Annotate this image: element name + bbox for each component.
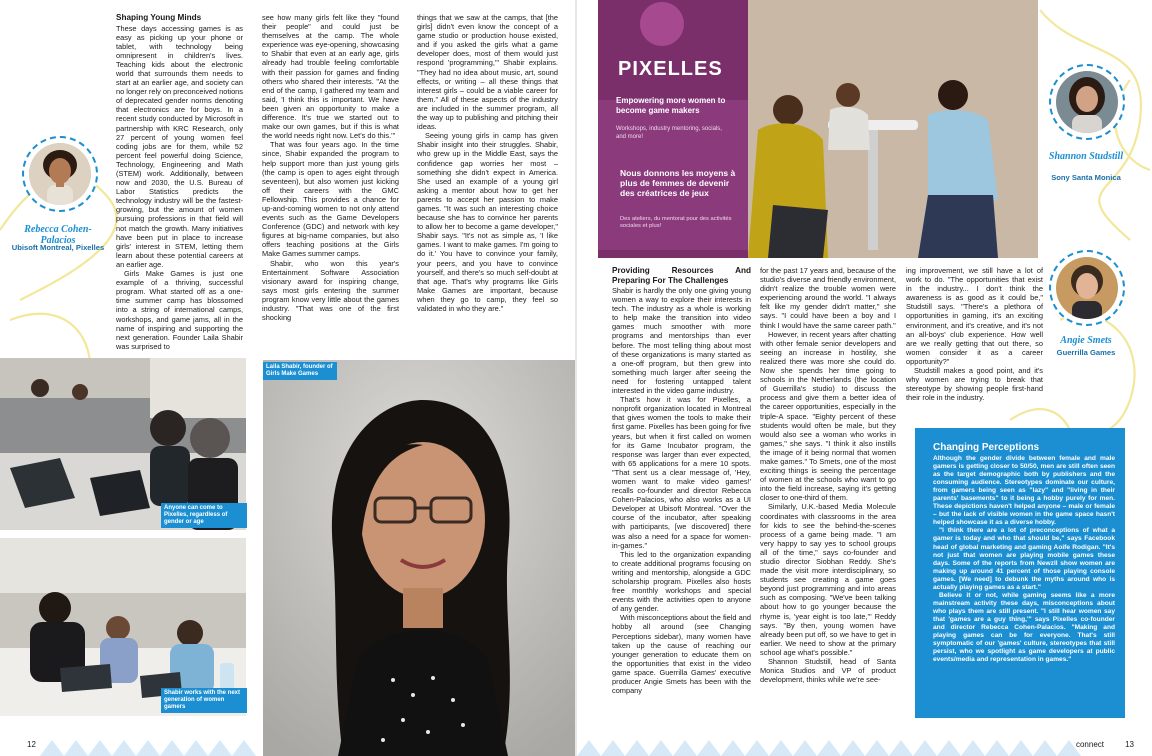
page-number-left: 12 [27, 740, 36, 749]
page-gutter [575, 0, 577, 756]
magazine-name-footer: connect [1075, 740, 1104, 749]
changing-perceptions-sidebar [915, 428, 1125, 718]
shannon-org: Sony Santa Monica [1051, 173, 1121, 182]
paragraph: see how many girls felt like they "found their people" and could just be themselves at the camp. The whole experience was eye-opening, showcasing to Shabir that even at an early age, girls already had trouble feeling comfortable with their passion for games and finding others who shared their interests. "At the end of the camp, I gathered my team and said, 'I think this is important. We have been given an opportunity to make a difference. It's true we started out to make our own games, but if this is what the world needs right now. Let's do this.'" [262, 13, 399, 141]
sidebar-title: Changing Perceptions [933, 442, 1040, 453]
paragraph: With misconceptions about the field and hobby all around (see Changing Perceptions sidebar), many women have taken up the cause of reaching our younger generation to educate them on the opportunities that exist in the video game space. Guerrilla Games' executive producer Angie Smets has been with the company [612, 613, 751, 696]
angie-face-illustration [1056, 257, 1118, 319]
photo1-caption: Anyone can come to Pixelles, regardless of gender or age [161, 503, 247, 528]
footer-zigzag-decoration [0, 730, 263, 756]
paragraph: Shabir, who won this year's Entertainment Software Association visionary award for inspiring change, says most girls entering the summer program know very little about the games industry. "That was one of the first shocking [262, 258, 399, 323]
right-column-3 [906, 266, 1043, 402]
footer-zigzag-decoration-right [577, 730, 1152, 756]
photo2-caption: Shabir works with the next generation of women gamers [161, 688, 247, 713]
paragraph: That's how it was for Pixelles, a nonprofit organization located in Montreal that gives women the tools to make their first game. Pixelles has been going for five years, but when it first called on women for its Game Incubator program, the response was larger than ever expected, with 65 applications for a mere 10 spots. "That sent us a clear message of, 'Hey, women want to make video games!' recalls co-founder and director Rebecca Cohen-Palacios, who also works as a UI Developer at Ubisoft Montreal. "Over the course of the incubator, after speaking with participants, [we discovered] there was also a need for a space for women-in-games." [612, 395, 751, 550]
angie-org: Guerrilla Games [1056, 348, 1116, 357]
paragraph: Studstill makes a good point, and it's why women are trying to break that stereotype by showing people first-hand their role in the industry. [906, 366, 1043, 403]
rebecca-face-illustration [29, 143, 91, 205]
paragraph: Shannon Studstill, head of Santa Monica Studios and VP of product development, thinks while we're see- [760, 657, 896, 685]
paragraph: Seeing young girls in camp has given Shabir insight into their struggles. Shabir, who grew up in the Middle East, says the confidence gap worries her most – something she didn't expect in America. She used an example of a young girl asking a mentor about how to get her parents to accept her passion to make games. "It was such an interesting choice because she has to convince her parents to allow her to become a game developer," Shabir says. "It's not as simple as, 'I like games. I want to make games. I'm going to do it.' You have to convince your family, your peers, and you have to convince yourself, and there's so much self-doubt at that age. That's why programs like Girls Make Games are important, because when they go to camp, they feel so validated in who they are." [417, 131, 558, 313]
rebecca-name: Rebecca Cohen-Palacios [24, 224, 92, 246]
laila-portrait-illustration [263, 360, 575, 756]
rebecca-portrait [22, 136, 98, 212]
sidebar-paragraph: "I think there are a lot of preconceptions of what a gamer is today and who that should be," says Facebook head of global marketing and gaming Aoife Rodigan. "It's not just that women are playing mobile games these days. Some of the reports from Newzll show women are making up around 41 percent of those playing console games. [We need] to debunk the myths around who is actually playing games as a start." [933, 527, 1115, 591]
shannon-name: Shannon Studstill [1048, 151, 1124, 162]
rebecca-org: Ubisoft Montreal, Pixelles [11, 243, 105, 252]
pixelles-banner-french-sub: Des ateliers, du mentorat pour des activités sociales et plus! [620, 216, 732, 229]
paragraph: This led to the organization expanding to create additional programs focusing on writing and mentorship, alongside a GDC scholarship program. Pixelles also hosts free monthly workshops and special events with the activities open to anyone of any gender. [612, 549, 751, 614]
sidebar-paragraph: Although the gender divide between female and male gamers is getting closer to 50/50, men are still often seen as the target demographic both by publishers and the consuming audience. Stereotypes dominate our culture, from gamers being seen as "lazy" and "living in their parents' basements" to it being a hobby purely for men. These depictions haven't helped anyone – male or female – but the lack of visible women in the game space hasn't helped showcase it as a diverse hobby. [933, 455, 1115, 527]
paragraph: Girls Make Games is just one example of a thriving, successful program. What started off as a one-time summer camp has blossomed into a string of international camps, workshops, and game jams, all in the name of inspiring and supporting the next generation. Founder Laila Shabir was surprised to [116, 269, 243, 351]
paragraph: Shabir is hardly the only one giving young women a way to explore their interests in tech. The industry as a whole is working to help make the transition into video games much smoother with more programs and mentorships than ever before. The most telling thing about most of these organizations is many started as a one-off program, but then grew into something much larger after seeing the need for fostering untapped talent interested in the video game industry. [612, 286, 751, 396]
page-number-right: 13 [1125, 740, 1134, 749]
left-column-2 [262, 13, 399, 322]
paragraph: things that we saw at the camps, that [the girls] didn't even know the concept of a game studio or production house existed, and if you asked the girls what a game developer does, most of them would just respond 'programming,'" Shabir explains. "They had no idea about music, art, sound effects, or writing – all these things that interest girls – could be a viable career for them." All of these aspects of the industry are included in the summer program, all the way up to publishing and pitching their ideas. [417, 13, 558, 132]
left-column-3 [417, 13, 558, 313]
pixelles-banner-french: Nous donnons les moyens à plus de femmes de devenir des créatrices de jeux [620, 168, 736, 198]
paragraph: for the past 17 years and, because of the studio's diverse and friendly environment, didn't realize the trouble women were experiencing around the world. "I always felt like my gender didn't matter," she says. "I could have been a boy and I think I would have the same career path." [760, 266, 896, 330]
angie-portrait [1049, 250, 1125, 326]
right-column-1 [612, 266, 751, 695]
shannon-portrait [1049, 64, 1125, 140]
paragraph: That was four years ago. In the time since, Shabir expanded the program to help support more than just young girls (the camp is open to ages eight through seventeen), but also women just kicking off their careers with the GMC Fellowship. This provides a chance for up-and-coming women to not only attend events such as the Game Developers Conference (GDC) and network with key figures at big-name companies, but also offers teaching positions at the Girls Make Games summer camps. [262, 140, 399, 259]
sidebar-paragraph: Believe it or not, while gaming seems like a more mainstream activity these days, misconceptions about who plays them are still present. "I still hear women say that 'games are a guy thing,'" says Pixelles co-founder and director Rebecca Cohen-Palacios. "Making and playing games can be for everyone. That's still symptomatic of our 'games' culture, stereotypes that still persist, who we spotlight as game developers at public events/media and representation in games." [933, 591, 1115, 664]
shannon-face-illustration [1056, 71, 1118, 133]
laila-caption: Laila Shabir, founder of Girls Make Games [263, 362, 337, 380]
paragraph: Similarly, U.K.-based Media Molecule coordinates with classrooms in the area for kids to see the behind-the-scenes process of a game being made. "I am very happy to say yes to school groups all of the time," says co-founder and studio director Siobhan Reddy. She's made the visit more interdisciplinary, so students see creating a game goes beyond just programming and into areas such as composing. "We've been talking about how to go younger because the rhyme is, 'year eight is too late,'" Reddy says. "By then, young women have already been put off, so we have to get in earlier. We need to show at the primary school age what's possible." [760, 502, 896, 657]
paragraph: These days accessing games is as easy as picking up your phone or tablet, with technology being omnipresent in children's lives. Teaching kids about the electronic world that surrounds them needs to start at an earlier age, and society can no longer rely on preconceived notions of deprecated gender norms denoting that electronics are for boys. In a recent study conducted by Microsoft in partnership with KRC Research, only 27 percent of young women feel coding jobs are for them, while 52 percent feel powerful doing Science, Technology, Engineering and Math (STEM) work. Additionally, between now and 2030, the U.S. Bureau of Labor Statistics predicts the technology industry will be the fastest-growing, but the amount of women pursuing professions in that field will not match the growth. Many initiatives have been put in place to increase girls' interest in STEM, letting them learn about these potential careers at an earlier age. [116, 23, 243, 269]
section-heading: Providing Resources And Preparing For The Challenges [612, 266, 751, 285]
pixelles-banner-brand: PIXELLES [618, 58, 723, 80]
paragraph: ing improvement, we still have a lot of work to do. "The opportunities that exist in the industry... I don't think the awareness is as good as it could be," Studstill says. "There's a plethora of opportunities in gaming, it's an exciting environment, and it's creative, and it's not an all-boys' club experience. How well are we really getting that out there, so women consider it as a career opportunity?" [906, 266, 1043, 366]
section-heading: Shaping Young Minds [116, 13, 202, 22]
laila-shabir-photo [263, 360, 575, 756]
right-column-2 [760, 266, 896, 684]
paragraph: However, in recent years after chatting with other female senior developers and seeing an increase in hostility, she realized there was more she could do. Now she spends her time going to schools in the Netherlands (the location of Guerrilla's studio) to discuss the process and give them a better idea of the career opportunities, especially in the triple-A space. "Eighty percent of these students would often be male, but they would also see a woman who works in games," she says. "I think it also instills the image of it being normal that women make games." To Smets, one of the most exciting things is seeing the percentage of women at the schools who want to go into the field increase, saying it's getting closer to one-third of them. [760, 329, 896, 503]
left-column-1 [116, 13, 243, 351]
angie-name: Angie Smets [1060, 335, 1112, 346]
pixelles-banner-sub: Workshops, industry mentoring, socials, and more! [616, 126, 722, 140]
pixelles-banner-tagline: Empowering more women to become game makers [616, 96, 726, 115]
